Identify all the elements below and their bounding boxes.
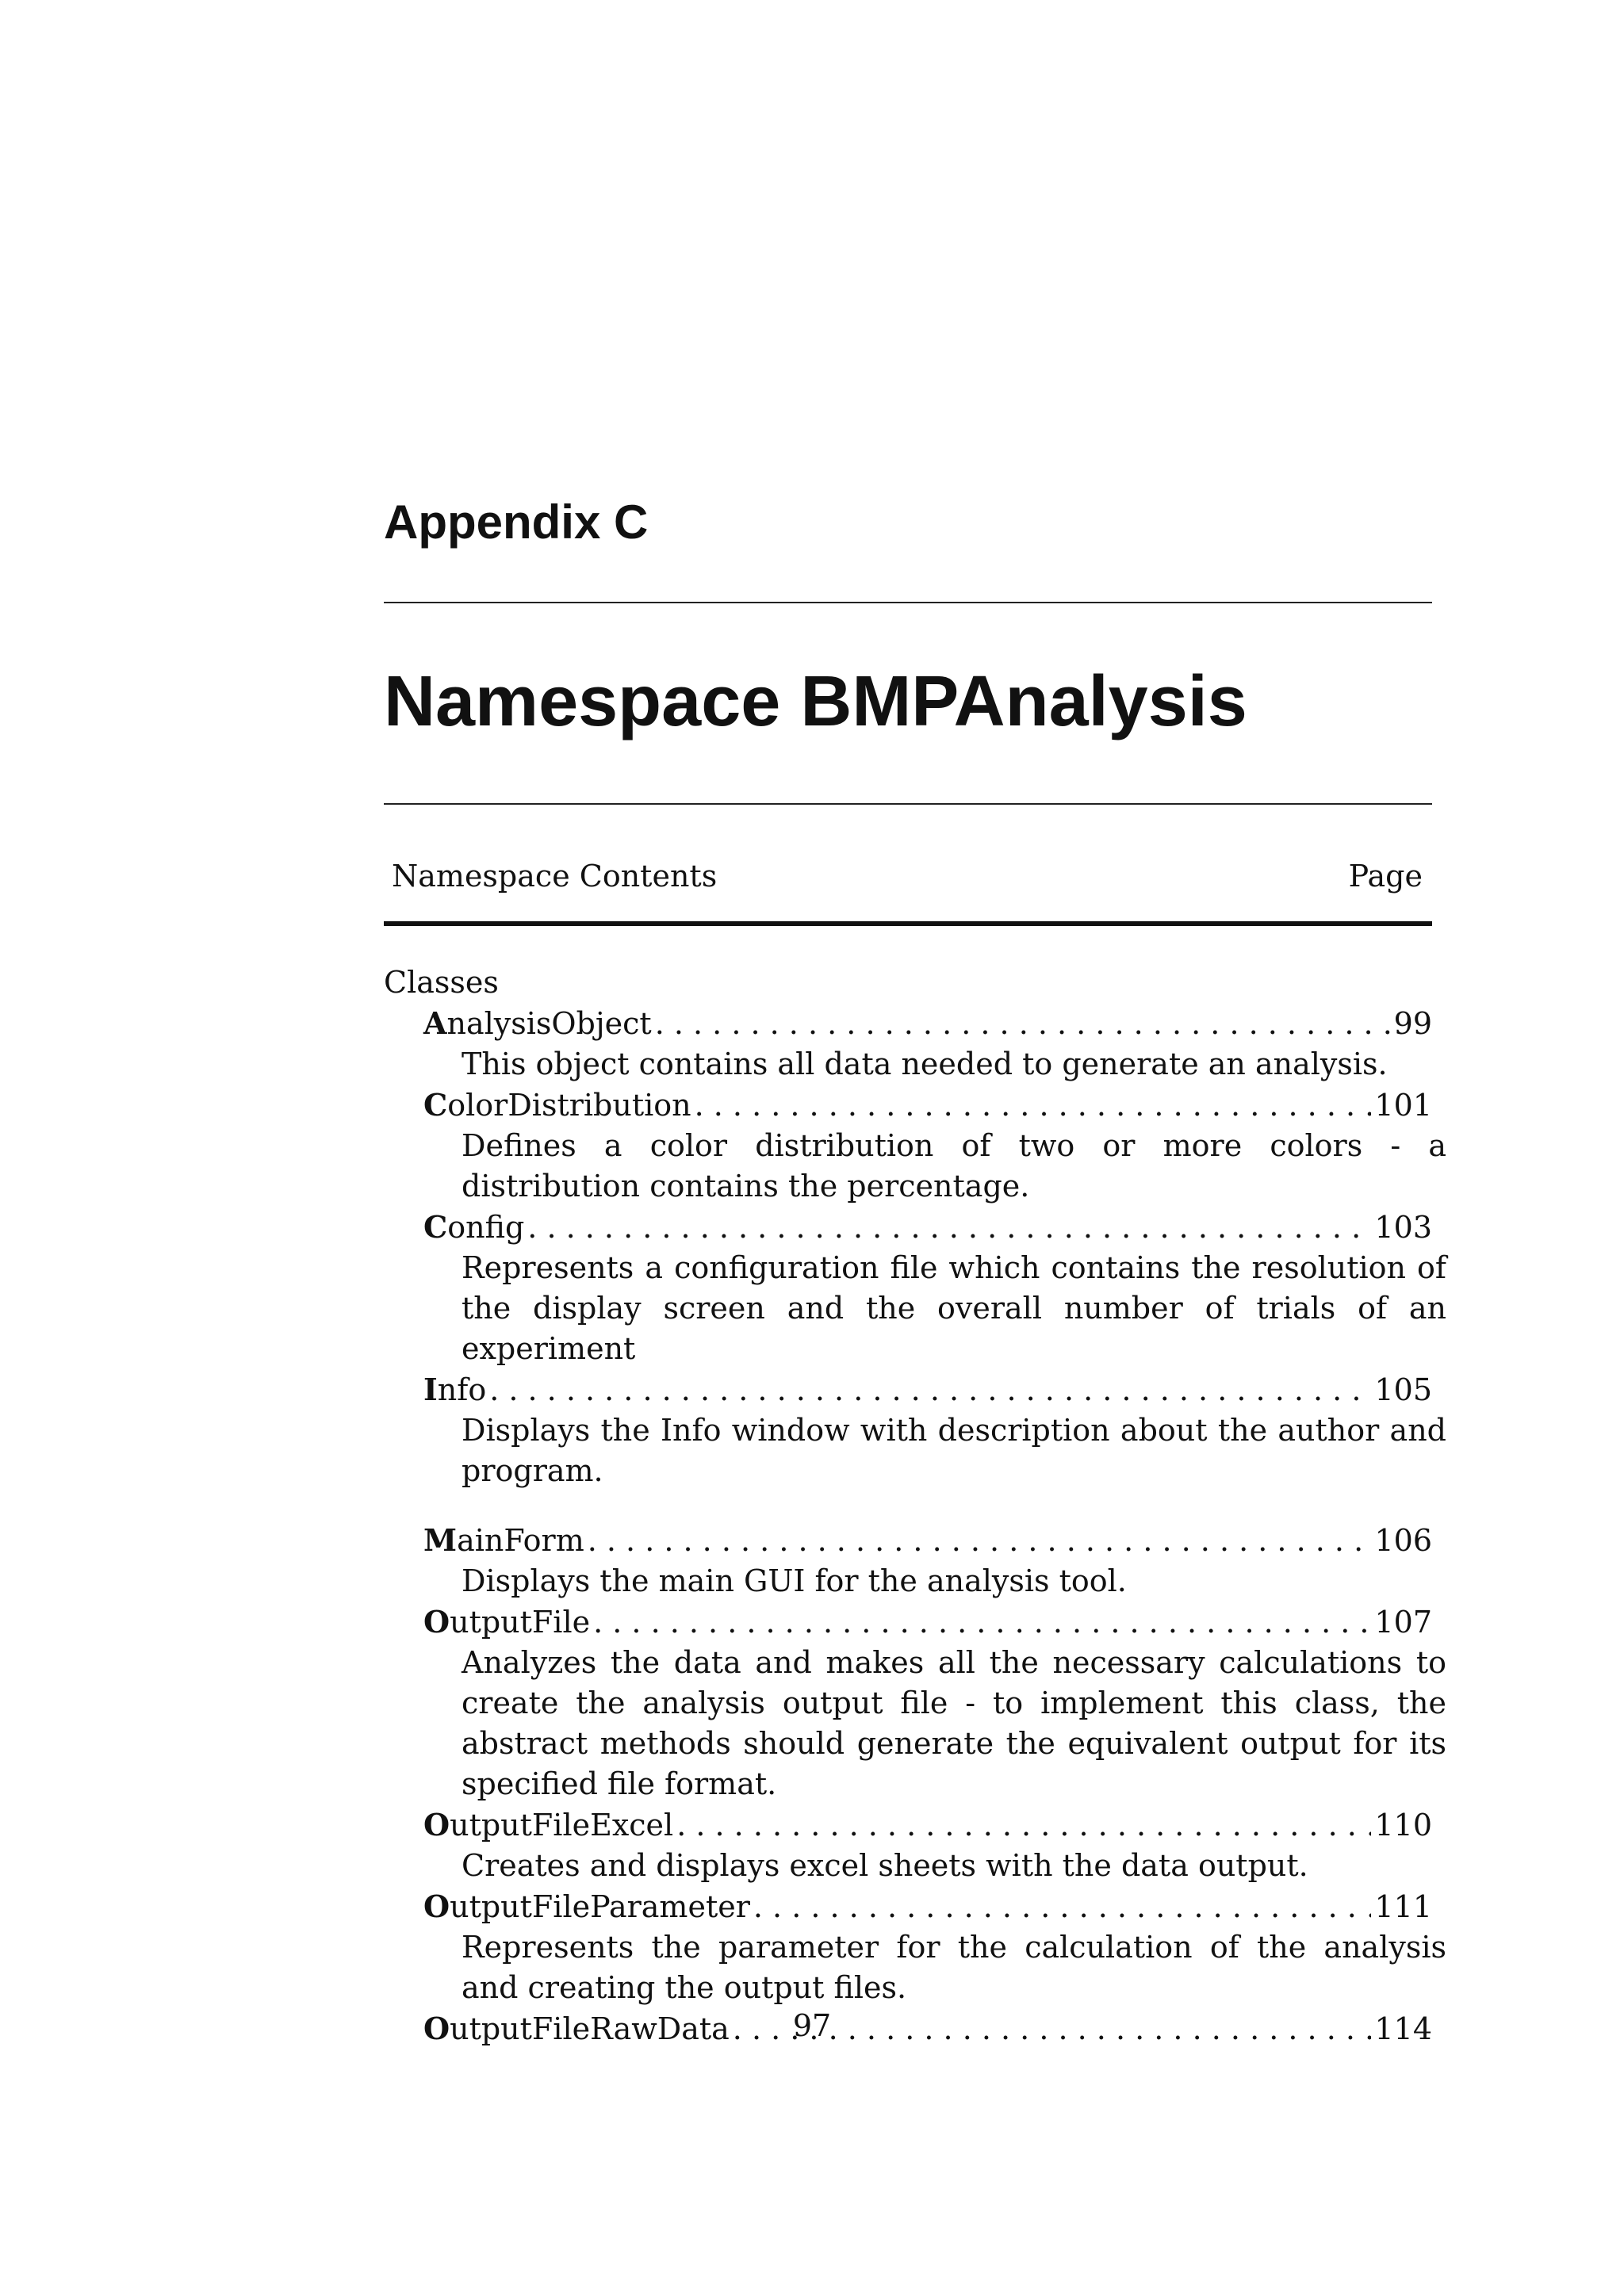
dot-leader — [753, 1887, 1372, 1927]
dot-leader — [489, 1370, 1371, 1410]
toc-entry[interactable] — [423, 1207, 1432, 1248]
dot-leader — [695, 1085, 1372, 1126]
toc-entry[interactable] — [423, 1003, 1432, 1044]
toc-entry-page: 114 — [1374, 2011, 1432, 2046]
chapter-title: Namespace BMPAnalysis — [384, 662, 1247, 741]
toc-entry-page: 110 — [1374, 1808, 1432, 1843]
toc-entry[interactable] — [423, 1601, 1432, 1643]
dot-leader — [655, 1004, 1391, 1044]
toc-entry-page: 107 — [1374, 1605, 1432, 1640]
toc-entry[interactable] — [423, 1886, 1432, 1927]
toc-entry-page: 101 — [1374, 1088, 1432, 1123]
toc-entry-description: This object contains all data needed to generate an analysis. — [462, 1047, 1388, 1081]
toc-entry-name: MainForm — [423, 1522, 584, 1558]
toc-entry[interactable] — [423, 1520, 1432, 1561]
toc-entry-name: OutputFile — [423, 1604, 591, 1640]
toc-entry-name: Config — [423, 1209, 525, 1245]
toc-entry-page: 106 — [1374, 1523, 1432, 1558]
toc-entry-description: Creates and displays excel sheets with the data output. — [462, 1848, 1308, 1883]
contents-header-label: Namespace Contents — [392, 859, 718, 894]
section-heading-classes: Classes — [384, 965, 499, 1000]
title-rule-bottom — [384, 803, 1432, 805]
toc-entry-description: Defines a color distribution of two or more colors - a distribution contains the percentage. — [462, 1128, 1446, 1203]
title-rule-top — [384, 602, 1432, 603]
dot-leader — [527, 1207, 1371, 1248]
toc-entry-description: Displays the main GUI for the analysis tool. — [462, 1563, 1127, 1598]
dot-leader — [593, 1602, 1371, 1643]
appendix-label: Appendix C — [384, 496, 649, 549]
toc-entry-name: AnalysisObject — [423, 1005, 652, 1041]
toc-entry-page: 103 — [1374, 1210, 1432, 1245]
dot-leader — [588, 1521, 1372, 1561]
table-of-contents — [384, 962, 1446, 2049]
toc-entry-name: OutputFileRawData — [423, 2011, 730, 2046]
toc-entry[interactable] — [423, 1085, 1432, 1126]
toc-entry-description: Represents a configuration file which contains the resolution of the display screen and the overall number of trials of an experiment — [462, 1250, 1446, 1366]
toc-entry[interactable] — [423, 1804, 1432, 1846]
dot-leader — [676, 1805, 1371, 1846]
toc-entry-page: 105 — [1374, 1372, 1432, 1407]
toc-entry-name: ColorDistribution — [423, 1087, 691, 1123]
toc-entry-description: Displays the Info window with description about the author and program. — [462, 1413, 1446, 1488]
toc-entry-description: Represents the parameter for the calculation of the analysis and creating the output files. — [462, 1930, 1446, 2005]
contents-header — [392, 855, 1423, 897]
spacer — [384, 1491, 1446, 1520]
toc-entry[interactable] — [423, 1369, 1432, 1410]
toc-entry-page: 111 — [1374, 1889, 1432, 1924]
contents-header-page: Page — [1348, 859, 1423, 894]
toc-entry-page: 99 — [1393, 1006, 1432, 1041]
toc-entry-name: OutputFileExcel — [423, 1807, 674, 1843]
page-number: 97 — [792, 2008, 832, 2043]
toc-entry-description: Analyzes the data and makes all the necessary calculations to create the analysis output file - to implement this class, the abstract methods should generate the equivalent output for its specified file format. — [462, 1645, 1446, 1801]
toc-entry-name: Info — [423, 1372, 487, 1407]
toc-entry-name: OutputFileParameter — [423, 1888, 750, 1924]
contents-header-rule — [384, 921, 1432, 926]
